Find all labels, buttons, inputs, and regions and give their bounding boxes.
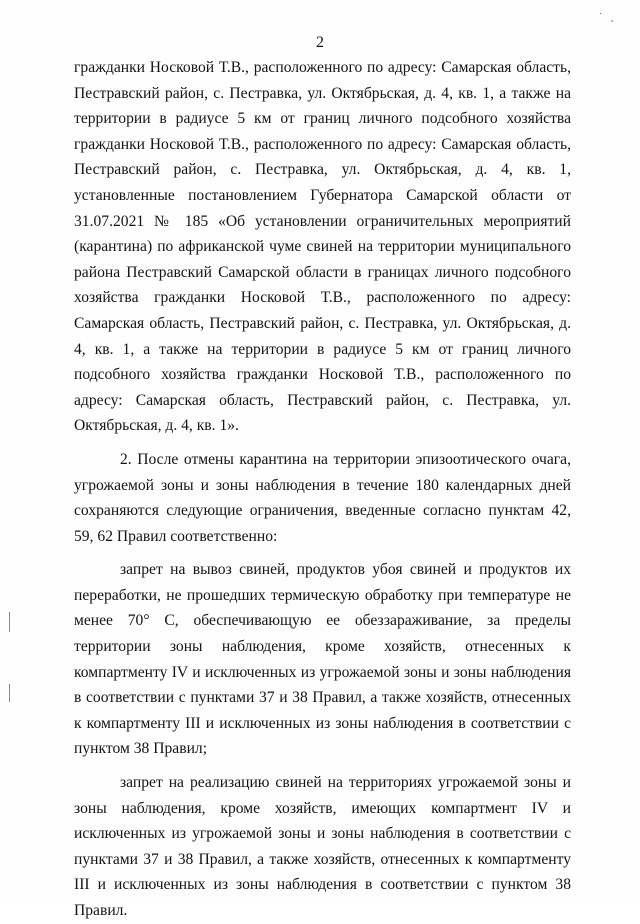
paragraph-item-2: 2. После отмены карантина на территории эпизоотического очага, угрожаемой зоны и зоны наблюдения в течение 180 календарных дней сохраняются следующие ограничения, введенные согласно пунктам 42, 59, 62 Правил соответственно: [74,450,571,545]
paragraph-export-ban: запрет на вывоз свиней, продуктов убоя свиней и продуктов их переработки, не прошедших термическую обработку при температуре не менее 70° С, обеспечивающую ее обеззараживание, за пределы территории зоны наблюдения, кроме хозяйств, отнесенных к компартменту IV и исключенных из угрожаемой зоны и зоны наблюдения в соответствии с пунктами 37 и 38 Правил, а также хозяйств, отнесенных к компартменту III и исключенных из зоны наблюдения в соответствии с пунктом 38 Правил; [74,561,571,758]
document-body [74,55,571,924]
scan-corner-mark: ˙ ˛ [599,12,618,23]
paragraph-sale-ban: запрет на реализацию свиней на территориях угрожаемой зоны и зоны наблюдения, кроме хозяйств, имеющих компартмент IV и исключенных из угрожаемой зоны и зоны наблюдения в соответствии с пунктами 37 и 38 Правил, а также хозяйств, отнесенных к компартменту III и исключенных из зоны наблюдения в соответствии с пунктом 38 Правил. [74,774,571,919]
paragraph-continuation: гражданки Носковой Т.В., расположенного по адресу: Самарская область, Пестравский район, с. Пестравка, ул. Октябрьская, д. 4, кв. 1, а также на территории в радиусе 5 км от границ личного подсобного хозяйства гражданки Носковой Т.В., расположенного по адресу: Самарская область, Пестравский район, с. Пестравка, ул. Октябрьская, д. 4, кв. 1, установленные постановлением Губернатора Самарской области от 31.07.2021 № 185 «Об установлении ограничительных мероприятий (карантина) по африканской чуме свиней на территории муниципального района Пестравский Самарской области в границах личного подсобного хозяйства гражданки Носковой Т.В., расположенного по адресу: Самарская область, Пестравский район, с. Пестравка, ул. Октябрьская, д. 4, кв. 1, а также на территории в радиусе 5 км от границ личного подсобного хозяйства гражданки Носковой Т.В., расположенного по адресу: Самарская область, Пестравский район, с. Пестравка, ул. Октябрьская, д. 4, кв. 1». [74,59,571,435]
scan-margin-mark [9,684,10,702]
scan-margin-mark [9,612,10,632]
page-number: 2 [316,34,324,51]
